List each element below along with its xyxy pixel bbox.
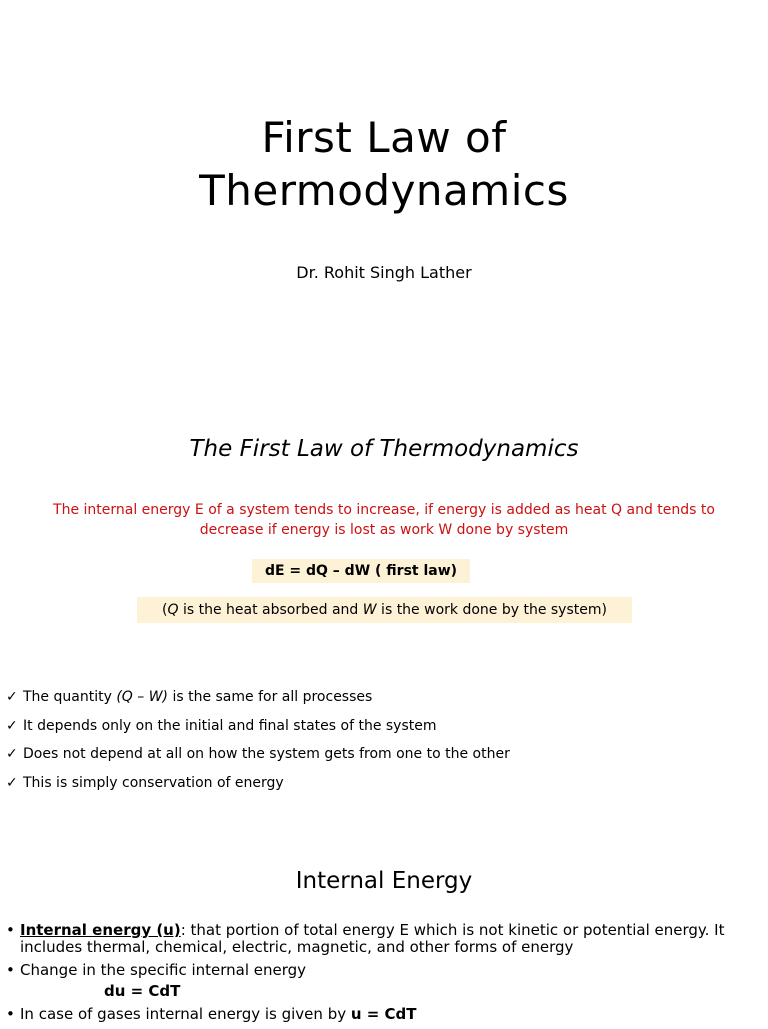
checklist-item <box>6 772 510 801</box>
slide-title-line-1: First Law of <box>261 113 507 162</box>
specific-internal-energy-formula: du = CdT <box>104 982 181 1000</box>
term-definition: : that portion of total energy E which is not kinetic or potential energy. It includes thermal, chemical, electric, magnetic, and other forms of energy <box>20 921 725 956</box>
bullet-icon: • <box>6 961 15 979</box>
list-item-text: In case of gases internal energy is given by <box>20 1005 351 1023</box>
checklist-item-italic: (Q – W) <box>116 689 168 705</box>
checklist-item <box>6 686 510 715</box>
first-law-equation: dE = dQ – dW ( first law) <box>252 559 470 583</box>
checkmark-icon: ✓ <box>6 746 18 762</box>
checklist-item <box>6 715 510 744</box>
checkmark-icon: ✓ <box>6 689 18 705</box>
list-item <box>4 922 764 956</box>
internal-energy-list <box>4 922 764 1029</box>
checklist-item-suffix: is the same for all processes <box>168 689 373 705</box>
slide-title-line-2: Thermodynamics <box>199 166 569 215</box>
checklist-item-text: Does not depend at all on how the system gets from one to the other <box>23 746 510 762</box>
list-item <box>4 1006 764 1023</box>
list-item-text: Change in the specific internal energy <box>20 961 307 979</box>
author-name: Dr. Rohit Singh Lather <box>296 263 472 282</box>
note-q-symbol: Q <box>167 602 179 618</box>
properties-checklist <box>6 686 510 800</box>
term-internal-energy: Internal energy (u) <box>20 921 181 939</box>
checklist-item-text: It depends only on the initial and final states of the system <box>23 717 437 734</box>
gas-internal-energy-formula: u = CdT <box>350 1005 417 1023</box>
checklist-item-prefix: The quantity <box>23 689 117 705</box>
section-heading: The First Law of Thermodynamics <box>189 436 579 462</box>
equation-note <box>137 597 632 623</box>
note-w-symbol: W <box>362 602 377 618</box>
note-end: is the work done by the system) <box>376 602 607 618</box>
statement-line-1: The internal energy E of a system tends to increase, if energy is added as heat Q and tends to <box>53 502 715 518</box>
checklist-item-text: This is simply conservation of energy <box>23 774 284 791</box>
internal-energy-heading: Internal Energy <box>295 868 473 894</box>
note-open: ( <box>162 602 168 618</box>
checkmark-icon: ✓ <box>6 717 18 734</box>
first-law-statement <box>20 500 748 540</box>
statement-line-2: decrease if energy is lost as work W done by system <box>199 522 569 538</box>
list-item <box>4 962 764 979</box>
note-middle: is the heat absorbed and <box>178 602 363 618</box>
bullet-icon: • <box>6 1005 15 1023</box>
checklist-item <box>6 743 510 772</box>
checkmark-icon: ✓ <box>6 774 18 791</box>
bullet-icon: • <box>6 921 15 939</box>
